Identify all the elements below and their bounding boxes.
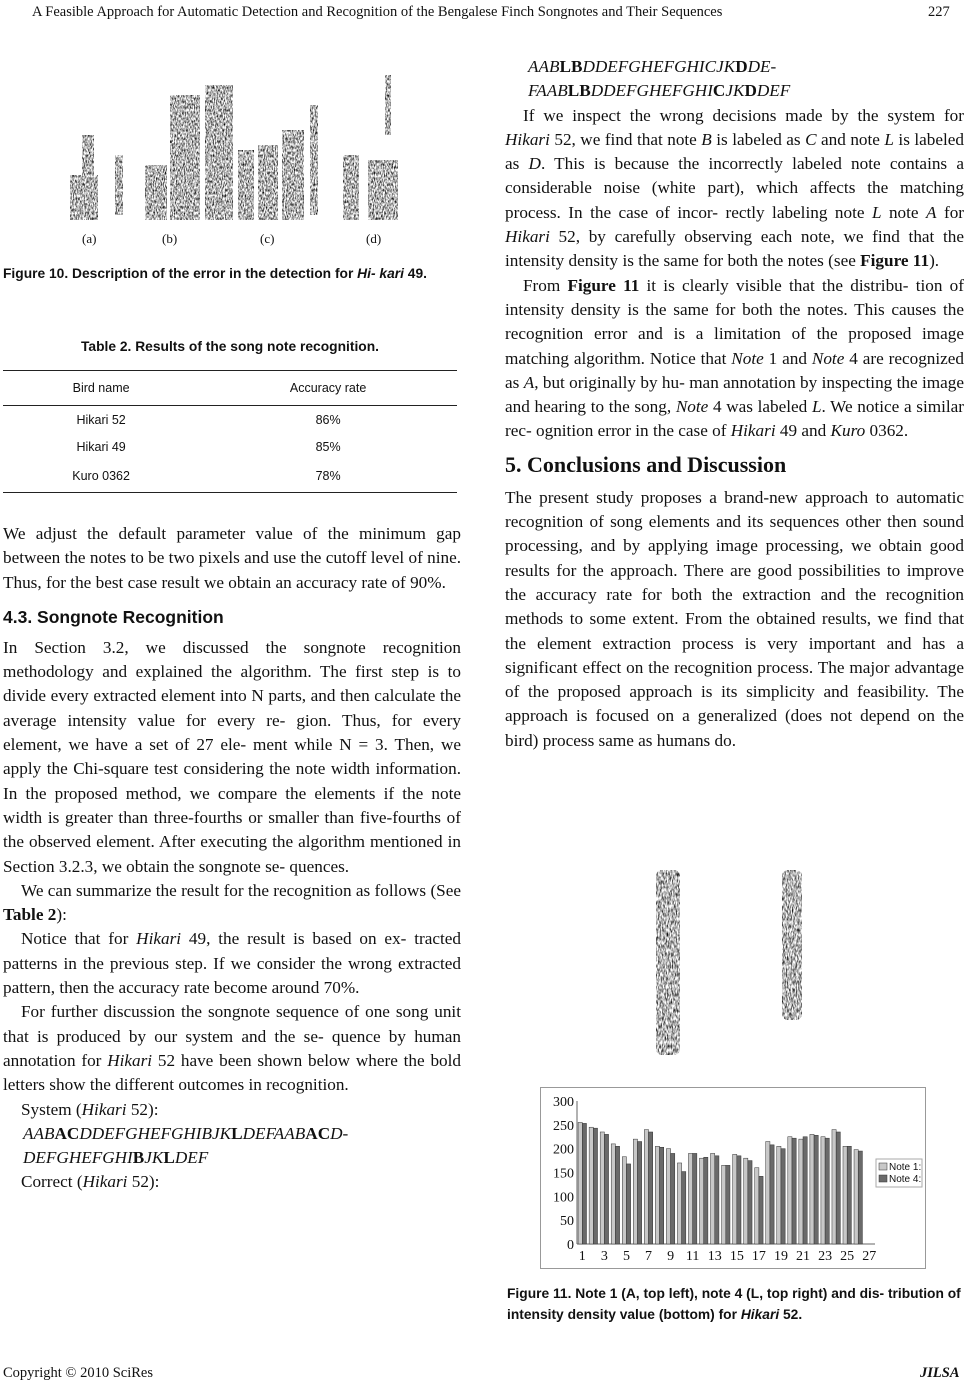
x-tick-label: 17 [751,1249,766,1264]
table2 [3,370,457,493]
bar-note1 [600,1132,604,1244]
intensity-bar-chart [540,1087,926,1269]
section-heading: 4.3. Songnote Recognition [3,606,224,627]
legend-swatch [879,1175,887,1182]
spectro-block [145,165,167,220]
bar-note1 [655,1146,659,1244]
y-tick-label: 200 [553,1142,574,1158]
bar-note1 [843,1146,847,1244]
x-tick-label: 5 [622,1249,630,1264]
table-header-row [3,371,457,406]
bar-note1 [821,1137,825,1244]
bar-note1 [589,1127,593,1244]
bar-note4 [693,1153,697,1244]
bar-note1 [688,1153,692,1244]
table-row [3,406,457,434]
spectro-block [282,130,304,220]
table-cell: Kuro 0362 [3,460,199,493]
y-tick-label: 50 [560,1214,574,1230]
bar-note4 [847,1146,851,1244]
figure10-spectrogram [60,55,410,225]
bar-note1 [677,1163,681,1244]
figure11-notes [640,865,820,1060]
table-cell: Hikari 49 [76,439,126,454]
y-tick-label: 150 [553,1166,574,1182]
x-tick-label: 1 [578,1249,586,1264]
x-tick-label: 11 [685,1249,700,1264]
bar-note4 [593,1128,597,1244]
bar-note1 [644,1130,648,1244]
correct-label: Correct (Hikari 52): [21,1172,160,1192]
legend-swatch [879,1163,887,1170]
bar-note1 [633,1139,637,1244]
x-tick-label: 25 [840,1249,855,1264]
bar-note1 [578,1122,582,1244]
bar-note4 [803,1137,807,1244]
paragraph: In Section 3.2, we discussed the songnote recognition methodology and explained the algorithm. The first step is to divide every extracted element into N parts, and then calculate the average intensity value for every re- gion. Thus, for every element, we have a set of 27 ele- ment while N = 3. Then, we apply the Chi-square test considering the note width information. In the proposed method, we compare the elements if the note width is greater than three-fourths or smaller than five-fourths of the observed element. After executing the algorithm mentioned in Section 3.2.3, we obtain the songnote se- quences. [3,637,461,876]
footer-journal: JILSA [920,1365,960,1381]
bar-note1 [810,1134,814,1244]
paragraph: We adjust the default parameter value of the minimum gap between the notes to be two pixels and use the cutoff level of nine. Thus, for the best case result we obtain an accuracy rate of 90%. [3,524,461,592]
bar-note4 [582,1123,586,1244]
sequence-line: AABACDDEFGHEFGHIBJKLDEFAABACD- [23,1123,349,1143]
spectro-block [385,75,391,135]
running-title: A Feasible Approach for Automatic Detection and Recognition of the Bengalese Finch Songnotes and Their Sequences [32,4,723,20]
x-tick-label: 13 [707,1249,722,1264]
x-tick-label: 21 [796,1249,811,1264]
spectro-block [82,135,94,205]
bar-note4 [748,1161,752,1244]
paragraph: For further discussion the songnote sequence of one song unit that is produced by our system and the se- quence by human annotation for Hikari 52 have been shown below where the bold letters show the different outcomes in recognition. [3,1002,461,1095]
spectro-block [343,155,359,220]
section-heading: 5. Conclusions and Discussion [505,451,787,477]
table-cell: 78% [199,460,457,493]
bar-note4 [671,1153,675,1244]
x-tick-label: 27 [862,1249,877,1264]
bar-note4 [836,1132,840,1244]
bar-note1 [854,1150,858,1244]
bar-note1 [799,1139,803,1244]
bar-note1 [832,1130,836,1244]
bar-note4 [781,1149,785,1244]
paragraph: The present study proposes a brand-new approach to automatic recognition of song elements and its sequences other then sound processing, and by applying image processing, we obtain good results for the approach. There are good possibilities to improve the accuracy rate for both the extraction and the recognition methods to some extent. From the obtained results, we find that the element extraction process is very important and has a significant effect on the recognition process. The major advantage of the proposed approach is its simplicity and feasibility. The approach is focused on a generalized (does not depend on the bird) process same as humans do. [505,487,964,750]
bar-note1 [744,1158,748,1244]
bar-note1 [700,1158,704,1244]
page-number: 227 [928,4,950,20]
legend-label: Note 1: [889,1162,922,1173]
bar-note1 [711,1153,715,1244]
sublabel-a: (a) [82,231,97,246]
bar-note4 [660,1147,664,1244]
x-tick-label: 19 [773,1249,788,1264]
paragraph: Notice that for Hikari 49, the result is based on ex- tracted patterns in the previous step. If we consider the wrong extracted pattern, then the accuracy rate become around 70%. [3,929,461,998]
spectro-block [170,95,200,220]
bar-note4 [715,1156,719,1244]
sublabel-b: (b) [162,231,178,246]
note4-spectrogram [782,870,802,1020]
spectro-block [368,160,398,220]
bar-note4 [649,1132,653,1244]
sublabel-c: (c) [260,231,275,246]
system-label: System (Hikari 52): [21,1099,159,1119]
bar-note4 [615,1146,619,1244]
spectro-block [115,155,123,215]
bar-note4 [792,1138,796,1244]
bar-note1 [611,1144,615,1244]
footer-copyright: Copyright © 2010 SciRes [3,1365,153,1381]
bar-note1 [755,1168,759,1244]
bar-note4 [825,1138,829,1244]
spectro-block [258,145,278,220]
note1-spectrogram [656,870,680,1055]
x-tick-label: 23 [818,1249,833,1264]
table-row [3,460,457,493]
bar-note1 [722,1165,726,1244]
y-tick-label: 0 [567,1238,574,1253]
sequence-line: DEFGHEFGHIBJKLDEF [23,1148,209,1168]
table-row [3,433,457,460]
bar-note4 [759,1176,763,1244]
left-column [3,522,461,1195]
sublabel-d: (d) [366,231,382,246]
table2-caption: Table 2. Results of the song note recognition. [81,339,379,354]
bar-note1 [777,1146,781,1244]
right-column [505,55,964,753]
bar-note4 [704,1157,708,1244]
y-tick-label: 100 [553,1190,574,1206]
x-tick-label: 3 [600,1249,608,1264]
paragraph: If we inspect the wrong decisions made by the system for Hikari 52, we find that note B is labeled as C and note L is labeled as D. This is because the incorrectly labeled note contains a considerable noise (white part), which affects the matching process. In the case of incor- rectly labeling note L note A for Hikari 52, by carefully observing each note, we find that the intensity density is the same for both the notes (see Figure 11). [505,105,965,271]
paragraph: From Figure 11 it is clearly visible that the distribu- tion of intensity density is the same for both the notes. This causes the recognition error and is a limitation of the proposed image matching algorithm. Notice that Note 1 and Note 4 are recognized as A, but originally by hu- man annotation by inspecting the image and hearing to the song, Note 4 was labeled L. We notice a similar rec- ognition error in the case of Hikari 49 and Kuro 0362. [505,275,965,441]
sequence-line: AABLBDDEFGHEFGHICJKDDE- [528,57,777,76]
bar-note1 [766,1142,770,1244]
bar-note1 [788,1137,792,1244]
paragraph: We can summarize the result for the recognition as follows (See Table 2): [3,880,461,925]
spectro-block [310,105,318,215]
bar-note4 [726,1165,730,1244]
y-tick-label: 300 [553,1095,574,1110]
bar-note4 [770,1145,774,1244]
bar-note4 [682,1172,686,1244]
y-tick-label: 250 [553,1118,574,1134]
bar-note4 [737,1156,741,1244]
bar-note4 [814,1135,818,1244]
bar-note1 [666,1149,670,1244]
x-tick-label: 9 [667,1249,675,1264]
bar-note4 [604,1134,608,1244]
table-cell: 85% [315,439,341,454]
x-tick-label: 7 [645,1249,653,1264]
figure10-caption: Figure 10. Description of the error in the detection for Hi- kari 49. [3,266,427,281]
sequence-line: FAABLBDDEFGHEFGHICJKDDEF [528,81,791,101]
x-tick-label: 15 [729,1249,744,1264]
bar-note1 [733,1154,737,1244]
table-cell: 86% [315,412,341,427]
bar-note4 [858,1151,862,1244]
table-cell: Hikari 52 [76,412,126,427]
bar-note4 [626,1164,630,1244]
bar-note4 [637,1142,641,1244]
figure11-caption: Figure 11. Note 1 (A, top left), note 4 (L, top right) and dis- tribution of intensity density value (bottom) for Hikari 52. [507,1286,961,1322]
spectro-block [205,85,233,220]
legend-label: Note 4: [889,1174,922,1185]
column-header: Bird name [3,371,199,406]
column-header: Accuracy rate [199,371,457,406]
spectro-block [238,150,254,220]
bar-note1 [622,1157,626,1244]
